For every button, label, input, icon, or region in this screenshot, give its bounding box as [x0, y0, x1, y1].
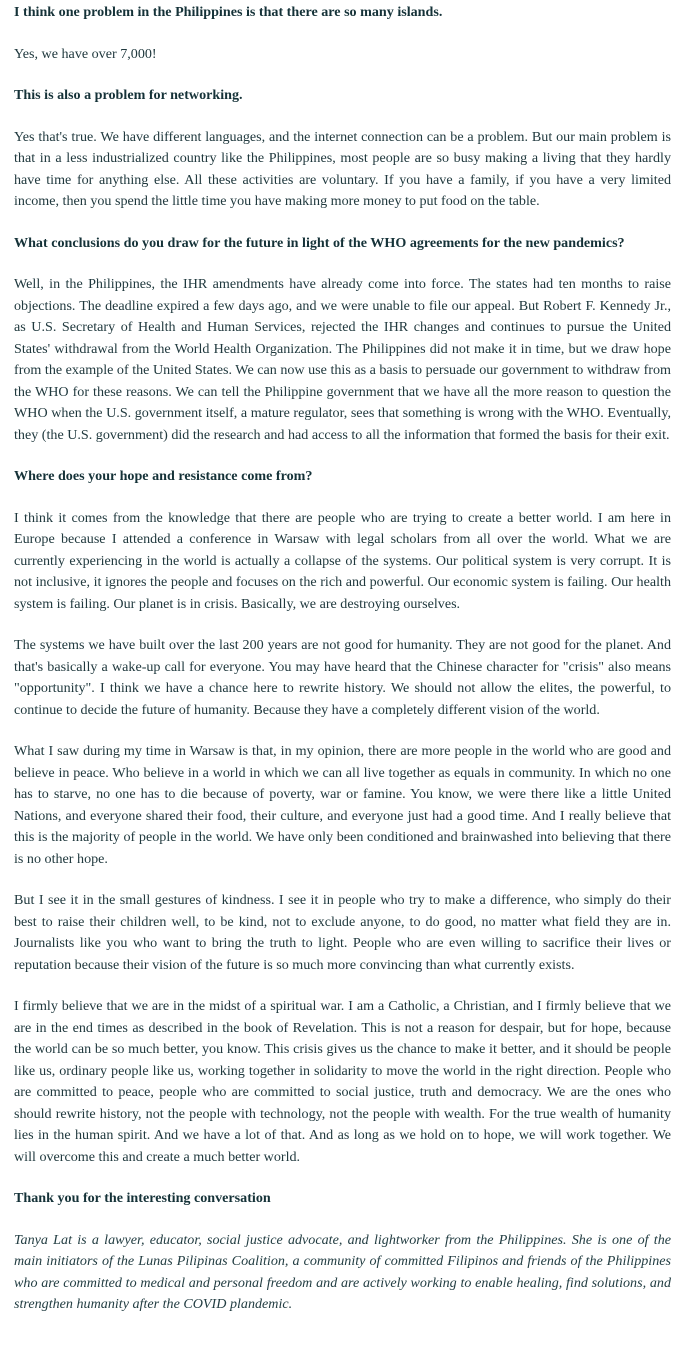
question-networking: This is also a problem for networking. — [14, 87, 243, 103]
answer-hope-paragraph-3: What I saw during my time in Warsaw is that, in my opinion, there are more people in the world who are good and believe in peace. Who believe in a world in which we can all live together as equals in community. In which no one has to starve, no one has to die because of poverty, war or famine. You know, we were there like a little United Nations, and everyone shared their food, their culture, and everyone just had a good time. And I really believe that this is the majority of people in the world. We have only been conditioned and brainwashed into believing that there is no other hope. — [14, 743, 671, 867]
question-who-agreements: What conclusions do you draw for the future in light of the WHO agreements for the new pandemics? — [14, 234, 625, 251]
answer-who-agreements: Well, in the Philippines, the IHR amendments have already come into force. The states had ten months to raise objections. The deadline expired a few days ago, and we were unable to file our appeal. But Robert F. Kennedy Jr., as U.S. Secretary of Health and Human Services, rejected the IHR changes and continues to pursue the United States' withdrawal from the World Health Organization. The Philippines did not make it in time, but we draw hope from the example of the United States. We can now use this as a basis to persuade our government to withdraw from the WHO for these reasons. We can tell the Philippine government that we have all the more reason to question the WHO when the U.S. government itself, a mature regulator, sees that something is wrong with the WHO. Eventually, they (the U.S. government) did the research and had access to all the information that formed the basis for their exit. — [14, 276, 671, 443]
answer-hope-paragraph-4: But I see it in the small gestures of kindness. I see it in people who try to make a difference, who simply do their best to raise their children well, to be kind, not to exclude anyone, to do good, no matter what field they are in. Journalists like you who want to bring the truth to light. People who are even willing to sacrifice their lives or reputation because their vision of the future is so much more convincing than what currently exists. — [14, 892, 671, 973]
answer-hope-paragraph-2: The systems we have built over the last 200 years are not good for humanity. They are not good for the planet. And that's basically a wake-up call for everyone. You may have heard that the Chinese character for "crisis" also means "opportunity". I think we have a chance here to rewrite history. We should not allow the elites, the powerful, to continue to decide the future of humanity. Because they have a completely different vision of the world. — [14, 637, 671, 718]
closing-thanks: Thank you for the interesting conversation — [14, 1190, 271, 1206]
answer-networking: Yes that's true. We have different languages, and the internet connection can be a problem. But our main problem is that in a less industrialized country like the Philippines, most people are so busy making a living that they hardly have time for anything else. All these activities are voluntary. If you have a family, if you have a very limited income, then you spend the little time you have making more money to put food on the table. — [14, 128, 671, 209]
question-islands: I think one problem in the Philippines is that there are so many islands. — [14, 4, 443, 20]
answer-islands: Yes, we have over 7,000! — [14, 45, 157, 62]
answer-hope-paragraph-1: I think it comes from the knowledge that there are people who are trying to create a better world. I am here in Europe because I attended a conference in Warsaw with legal scholars from all over the world. What we are currently experiencing in the world is actually a collapse of the systems. Our political system is very corrupt. It is not inclusive, it ignores the people and focuses on the rich and powerful. Our economic system is failing. Our health system is failing. Our planet is in crisis. Basically, we are destroying ourselves. — [14, 509, 671, 612]
question-hope: Where does your hope and resistance come from? — [14, 468, 313, 484]
author-bio: Tanya Lat is a lawyer, educator, social justice advocate, and lightworker from the Philippines. She is one of the main initiators of the Lunas Pilipinas Coalition, a community of committed Filipinos and friends of the Philippines who are committed to medical and personal freedom and are actively working to enable healing, find solutions, and strengthen humanity after the COVID plandemic. — [14, 1231, 671, 1312]
answer-hope-paragraph-5: I firmly believe that we are in the midst of a spiritual war. I am a Catholic, a Christian, and I firmly believe that we are in the end times as described in the book of Revelation. This is not a reason for despair, but for hope, because the world can be so much better, you know. This crisis gives us the chance to make it better, and it should be people like us, ordinary people like us, working together in solidarity to move the world in the right direction. People who are committed to peace, people who are committed to social justice, truth and democracy. We are the ones who should rewrite history, not the people with technology, not the people with wealth. For the true wealth of humanity lies in the human spirit. And we have a lot of that. And as long as we hold on to hope, we will work together. We will overcome this and create a much better world. — [14, 998, 671, 1165]
